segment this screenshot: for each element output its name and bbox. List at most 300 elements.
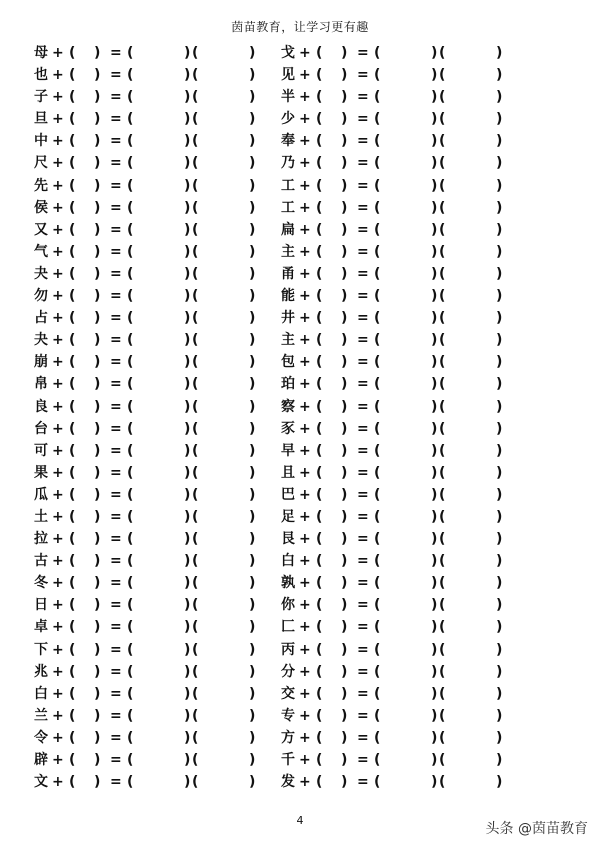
blank-open-paren: ( [316, 486, 323, 503]
blank-close-paren: ) [341, 265, 348, 282]
answer1-close-paren: ) [431, 685, 438, 702]
answer2-open-paren: ( [192, 265, 199, 282]
answer2-close-paren: ) [249, 486, 256, 503]
base-character: 台 [34, 420, 48, 437]
answer1-open-paren: ( [127, 752, 134, 768]
base-character: 白 [281, 553, 295, 570]
blank-open-paren: ( [69, 288, 76, 305]
blank-close-paren: ) [341, 575, 348, 592]
equals-sign: = [110, 774, 122, 791]
base-character: 察 [281, 398, 295, 415]
answer1-close-paren: ) [431, 575, 438, 592]
answer1-open-paren: ( [374, 553, 381, 570]
answer1-close-paren: ) [184, 420, 191, 437]
answer2-open-paren: ( [192, 67, 199, 84]
plus-sign: + [299, 641, 311, 658]
answer2-close-paren: ) [249, 553, 256, 570]
blank-open-paren: ( [69, 508, 76, 525]
base-character: 夬 [34, 332, 48, 349]
answer2-close-paren: ) [249, 575, 256, 592]
blank-open-paren: ( [69, 685, 76, 702]
equals-sign: = [110, 508, 122, 525]
plus-sign: + [52, 398, 64, 415]
answer2-open-paren: ( [439, 619, 446, 636]
plus-sign: + [299, 685, 311, 702]
base-character: 丙 [281, 641, 295, 658]
answer1-close-paren: ) [431, 310, 438, 327]
blank-close-paren: ) [94, 685, 101, 702]
base-character: 奉 [281, 133, 295, 150]
answer1-close-paren: ) [431, 553, 438, 570]
answer2-close-paren: ) [249, 221, 256, 238]
blank-open-paren: ( [316, 729, 323, 746]
answer2-open-paren: ( [192, 420, 199, 437]
answer1-open-paren: ( [127, 376, 134, 393]
answer2-open-paren: ( [439, 67, 446, 84]
answer1-open-paren: ( [374, 707, 381, 724]
plus-sign: + [52, 155, 64, 172]
blank-open-paren: ( [316, 619, 323, 636]
blank-close-paren: ) [341, 619, 348, 636]
answer2-close-paren: ) [249, 354, 256, 371]
answer1-close-paren: ) [431, 332, 438, 349]
base-character: 冬 [34, 575, 48, 592]
answer2-open-paren: ( [439, 597, 446, 614]
base-character: 中 [34, 133, 48, 150]
answer2-close-paren: ) [496, 199, 503, 216]
answer2-close-paren: ) [496, 45, 503, 61]
answer2-open-paren: ( [192, 332, 199, 349]
answer2-close-paren: ) [249, 398, 256, 415]
answer2-open-paren: ( [192, 89, 199, 106]
answer2-close-paren: ) [249, 663, 256, 680]
blank-close-paren: ) [341, 354, 348, 371]
answer1-open-paren: ( [374, 376, 381, 393]
base-character: 戈 [281, 45, 295, 61]
blank-close-paren: ) [341, 221, 348, 238]
page-number: 4 [296, 814, 304, 827]
equals-sign: = [110, 221, 122, 238]
answer1-open-paren: ( [374, 663, 381, 680]
blank-close-paren: ) [341, 685, 348, 702]
plus-sign: + [52, 221, 64, 238]
answer1-close-paren: ) [184, 619, 191, 636]
answer2-close-paren: ) [249, 199, 256, 216]
answer2-open-paren: ( [439, 288, 446, 305]
blank-close-paren: ) [341, 553, 348, 570]
answer1-open-paren: ( [127, 354, 134, 371]
answer1-close-paren: ) [184, 332, 191, 349]
equals-sign: = [110, 310, 122, 327]
answer1-open-paren: ( [374, 508, 381, 525]
answer1-open-paren: ( [374, 221, 381, 238]
answer2-open-paren: ( [192, 619, 199, 636]
plus-sign: + [52, 774, 64, 791]
blank-close-paren: ) [94, 619, 101, 636]
plus-sign: + [299, 486, 311, 503]
plus-sign: + [52, 265, 64, 282]
base-character: 半 [281, 89, 295, 106]
equals-sign: = [357, 376, 369, 393]
answer2-open-paren: ( [192, 707, 199, 724]
equals-sign: = [357, 67, 369, 84]
answer2-close-paren: ) [249, 155, 256, 172]
plus-sign: + [299, 442, 311, 459]
answer2-close-paren: ) [496, 464, 503, 481]
plus-sign: + [299, 265, 311, 282]
answer1-close-paren: ) [184, 774, 191, 791]
answer2-close-paren: ) [496, 243, 503, 260]
plus-sign: + [299, 310, 311, 327]
answer1-open-paren: ( [127, 155, 134, 172]
answer1-open-paren: ( [127, 729, 134, 746]
equals-sign: = [357, 199, 369, 216]
answer1-close-paren: ) [431, 508, 438, 525]
answer1-open-paren: ( [127, 641, 134, 658]
blank-close-paren: ) [341, 464, 348, 481]
blank-close-paren: ) [341, 663, 348, 680]
plus-sign: + [52, 707, 64, 724]
base-character: 果 [34, 464, 48, 481]
base-character: 拉 [34, 531, 48, 548]
plus-sign: + [299, 177, 311, 194]
answer2-close-paren: ) [249, 641, 256, 658]
plus-sign: + [299, 133, 311, 150]
answer1-close-paren: ) [184, 663, 191, 680]
blank-close-paren: ) [94, 288, 101, 305]
answer2-close-paren: ) [496, 398, 503, 415]
answer2-close-paren: ) [249, 310, 256, 327]
answer1-close-paren: ) [431, 199, 438, 216]
blank-close-paren: ) [341, 398, 348, 415]
answer1-open-paren: ( [127, 464, 134, 481]
blank-open-paren: ( [316, 641, 323, 658]
answer1-open-paren: ( [374, 354, 381, 371]
blank-open-paren: ( [316, 663, 323, 680]
answer2-open-paren: ( [439, 464, 446, 481]
answer2-close-paren: ) [496, 420, 503, 437]
plus-sign: + [299, 619, 311, 636]
answer2-open-paren: ( [439, 752, 446, 768]
equals-sign: = [357, 398, 369, 415]
answer2-close-paren: ) [249, 177, 256, 194]
answer1-open-paren: ( [374, 641, 381, 658]
base-character: 豕 [281, 420, 295, 437]
equals-sign: = [110, 663, 122, 680]
answer2-open-paren: ( [439, 111, 446, 128]
blank-open-paren: ( [69, 67, 76, 84]
blank-close-paren: ) [341, 531, 348, 548]
answer1-close-paren: ) [431, 265, 438, 282]
answer2-open-paren: ( [192, 685, 199, 702]
answer1-open-paren: ( [374, 177, 381, 194]
blank-close-paren: ) [94, 752, 101, 768]
answer1-open-paren: ( [127, 619, 134, 636]
plus-sign: + [299, 597, 311, 614]
equals-sign: = [357, 354, 369, 371]
equals-sign: = [357, 464, 369, 481]
equals-sign: = [110, 553, 122, 570]
answer2-close-paren: ) [496, 67, 503, 84]
base-character: 工 [281, 199, 295, 216]
base-character: 子 [34, 89, 48, 106]
answer1-close-paren: ) [431, 774, 438, 791]
plus-sign: + [52, 663, 64, 680]
base-character: 包 [281, 354, 295, 371]
base-character: 足 [281, 508, 295, 525]
answer2-open-paren: ( [192, 508, 199, 525]
base-character: 卓 [34, 619, 48, 636]
answer2-close-paren: ) [249, 89, 256, 106]
answer2-close-paren: ) [249, 420, 256, 437]
blank-open-paren: ( [316, 464, 323, 481]
equals-sign: = [357, 531, 369, 548]
plus-sign: + [52, 376, 64, 393]
blank-open-paren: ( [316, 597, 323, 614]
equals-sign: = [110, 531, 122, 548]
blank-open-paren: ( [69, 420, 76, 437]
answer2-close-paren: ) [496, 597, 503, 614]
answer2-open-paren: ( [439, 398, 446, 415]
answer1-open-paren: ( [127, 685, 134, 702]
blank-open-paren: ( [69, 310, 76, 327]
answer1-close-paren: ) [431, 45, 438, 61]
plus-sign: + [52, 641, 64, 658]
blank-open-paren: ( [69, 575, 76, 592]
answer2-close-paren: ) [496, 486, 503, 503]
plus-sign: + [52, 575, 64, 592]
answer1-close-paren: ) [431, 619, 438, 636]
base-character: 能 [281, 288, 295, 305]
answer2-close-paren: ) [249, 774, 256, 791]
answer2-open-paren: ( [439, 199, 446, 216]
equals-sign: = [357, 45, 369, 61]
blank-close-paren: ) [341, 752, 348, 768]
blank-close-paren: ) [94, 265, 101, 282]
blank-close-paren: ) [94, 221, 101, 238]
equals-sign: = [110, 332, 122, 349]
equals-sign: = [357, 243, 369, 260]
blank-open-paren: ( [316, 310, 323, 327]
answer2-close-paren: ) [249, 67, 256, 84]
answer2-open-paren: ( [439, 243, 446, 260]
answer1-close-paren: ) [184, 221, 191, 238]
blank-open-paren: ( [316, 133, 323, 150]
base-character: 可 [34, 442, 48, 459]
answer2-open-paren: ( [439, 177, 446, 194]
blank-open-paren: ( [69, 133, 76, 150]
plus-sign: + [52, 508, 64, 525]
equals-sign: = [110, 45, 122, 61]
equals-sign: = [357, 575, 369, 592]
answer1-open-paren: ( [374, 486, 381, 503]
plus-sign: + [299, 67, 311, 84]
blank-open-paren: ( [69, 663, 76, 680]
answer2-close-paren: ) [249, 619, 256, 636]
base-character: 交 [281, 685, 295, 702]
blank-close-paren: ) [341, 486, 348, 503]
plus-sign: + [299, 729, 311, 746]
base-character: 甬 [281, 265, 295, 282]
blank-open-paren: ( [69, 774, 76, 791]
answer1-open-paren: ( [127, 508, 134, 525]
plus-sign: + [52, 288, 64, 305]
answer2-open-paren: ( [439, 641, 446, 658]
answer2-open-paren: ( [192, 641, 199, 658]
answer1-close-paren: ) [184, 265, 191, 282]
answer2-close-paren: ) [496, 288, 503, 305]
plus-sign: + [299, 332, 311, 349]
answer2-close-paren: ) [496, 332, 503, 349]
answer1-open-paren: ( [374, 464, 381, 481]
blank-close-paren: ) [341, 332, 348, 349]
plus-sign: + [299, 531, 311, 548]
answer2-open-paren: ( [192, 310, 199, 327]
answer2-close-paren: ) [496, 155, 503, 172]
base-character: 日 [34, 597, 48, 614]
blank-close-paren: ) [341, 597, 348, 614]
equals-sign: = [110, 752, 122, 768]
answer1-close-paren: ) [184, 354, 191, 371]
answer1-open-paren: ( [374, 774, 381, 791]
equals-sign: = [110, 398, 122, 415]
base-character: 工 [281, 177, 295, 194]
equals-sign: = [357, 641, 369, 658]
blank-close-paren: ) [94, 111, 101, 128]
answer1-close-paren: ) [431, 597, 438, 614]
answer1-close-paren: ) [184, 243, 191, 260]
base-character: 扁 [281, 221, 295, 238]
equals-sign: = [110, 288, 122, 305]
answer1-close-paren: ) [431, 398, 438, 415]
plus-sign: + [52, 133, 64, 150]
answer2-open-paren: ( [192, 288, 199, 305]
answer1-open-paren: ( [374, 310, 381, 327]
blank-close-paren: ) [341, 376, 348, 393]
answer2-close-paren: ) [496, 376, 503, 393]
plus-sign: + [52, 486, 64, 503]
equals-sign: = [357, 288, 369, 305]
base-character: 夬 [34, 265, 48, 282]
answer2-close-paren: ) [496, 619, 503, 636]
blank-close-paren: ) [341, 508, 348, 525]
answer2-open-paren: ( [439, 774, 446, 791]
answer1-open-paren: ( [374, 729, 381, 746]
answer2-close-paren: ) [496, 531, 503, 548]
equals-sign: = [110, 243, 122, 260]
equals-sign: = [357, 707, 369, 724]
answer1-open-paren: ( [374, 67, 381, 84]
equals-sign: = [110, 89, 122, 106]
answer1-close-paren: ) [184, 89, 191, 106]
answer2-close-paren: ) [496, 177, 503, 194]
answer2-open-paren: ( [439, 486, 446, 503]
plus-sign: + [52, 729, 64, 746]
answer2-open-paren: ( [192, 752, 199, 768]
plus-sign: + [52, 442, 64, 459]
answer1-close-paren: ) [184, 729, 191, 746]
base-character: 乃 [281, 155, 295, 172]
answer1-close-paren: ) [431, 354, 438, 371]
blank-close-paren: ) [94, 376, 101, 393]
blank-open-paren: ( [316, 288, 323, 305]
plus-sign: + [52, 464, 64, 481]
answer2-close-paren: ) [249, 531, 256, 548]
answer2-close-paren: ) [496, 508, 503, 525]
answer2-close-paren: ) [249, 464, 256, 481]
answer1-close-paren: ) [184, 45, 191, 61]
answer2-open-paren: ( [192, 597, 199, 614]
answer2-open-paren: ( [439, 442, 446, 459]
answer2-close-paren: ) [496, 663, 503, 680]
blank-open-paren: ( [316, 332, 323, 349]
blank-open-paren: ( [69, 155, 76, 172]
answer1-close-paren: ) [184, 67, 191, 84]
answer1-open-paren: ( [374, 420, 381, 437]
blank-open-paren: ( [316, 531, 323, 548]
blank-close-paren: ) [94, 663, 101, 680]
answer1-close-paren: ) [431, 464, 438, 481]
equals-sign: = [110, 442, 122, 459]
blank-open-paren: ( [316, 199, 323, 216]
answer1-close-paren: ) [184, 442, 191, 459]
answer2-close-paren: ) [496, 685, 503, 702]
answer1-close-paren: ) [431, 155, 438, 172]
blank-open-paren: ( [316, 243, 323, 260]
blank-close-paren: ) [94, 464, 101, 481]
equals-sign: = [357, 133, 369, 150]
answer1-close-paren: ) [431, 243, 438, 260]
blank-close-paren: ) [341, 774, 348, 791]
blank-close-paren: ) [341, 45, 348, 61]
blank-close-paren: ) [94, 133, 101, 150]
answer2-open-paren: ( [192, 45, 199, 61]
plus-sign: + [52, 199, 64, 216]
answer2-open-paren: ( [439, 663, 446, 680]
answer2-close-paren: ) [496, 641, 503, 658]
equals-sign: = [357, 553, 369, 570]
base-character: 崩 [34, 354, 48, 371]
base-character: 见 [281, 67, 295, 84]
answer2-open-paren: ( [192, 155, 199, 172]
answer2-close-paren: ) [496, 729, 503, 746]
base-character: 帛 [34, 376, 48, 393]
equals-sign: = [357, 774, 369, 791]
blank-close-paren: ) [94, 508, 101, 525]
equals-sign: = [110, 420, 122, 437]
answer1-open-paren: ( [127, 707, 134, 724]
answer1-close-paren: ) [431, 376, 438, 393]
answer2-open-paren: ( [439, 265, 446, 282]
equals-sign: = [357, 486, 369, 503]
answer1-open-paren: ( [374, 442, 381, 459]
answer1-open-paren: ( [127, 575, 134, 592]
blank-open-paren: ( [316, 420, 323, 437]
equals-sign: = [357, 685, 369, 702]
answer1-open-paren: ( [127, 177, 134, 194]
equals-sign: = [110, 265, 122, 282]
answer1-close-paren: ) [431, 177, 438, 194]
plus-sign: + [52, 531, 64, 548]
answer2-open-paren: ( [192, 774, 199, 791]
blank-open-paren: ( [316, 354, 323, 371]
answer2-close-paren: ) [496, 774, 503, 791]
plus-sign: + [52, 310, 64, 327]
base-character: 勿 [34, 288, 48, 305]
answer2-close-paren: ) [496, 553, 503, 570]
blank-close-paren: ) [94, 707, 101, 724]
answer1-close-paren: ) [431, 288, 438, 305]
